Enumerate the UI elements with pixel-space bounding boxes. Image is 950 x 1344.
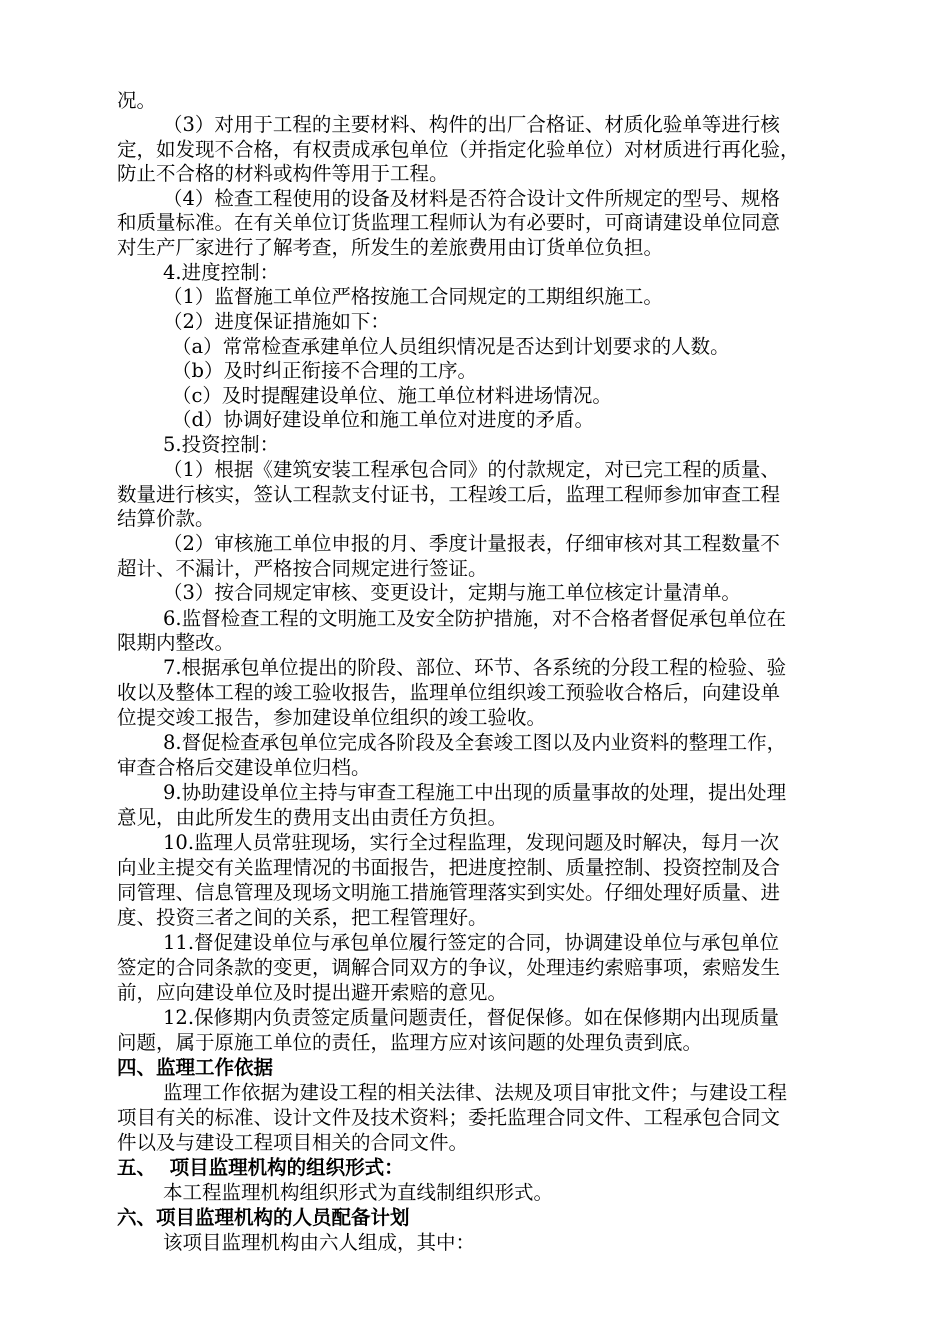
text-line: 防止不合格的材料或构件等用于工程。 <box>117 162 449 185</box>
text-line: 向业主提交有关监理情况的书面报告，把进度控制、质量控制、投资控制及合 <box>117 856 781 879</box>
text-line: 超计、不漏计，严格按合同规定进行签证。 <box>117 557 488 580</box>
text-line: 7.根据承包单位提出的阶段、部位、环节、各系统的分段工程的检验、验 <box>163 656 787 679</box>
text-line: 11.督促建设单位与承包单位履行签定的合同，协调建设单位与承包单位 <box>163 931 780 954</box>
text-line: （a）常常检查承建单位人员组织情况是否达到计划要求的人数。 <box>172 335 730 358</box>
text-line: 定，如发现不合格，有权责成承包单位（并指定化验单位）对材质进行再化验， <box>117 138 800 161</box>
text-line: 5.投资控制： <box>163 433 280 456</box>
text-line: 意见，由此所发生的费用支出由责任方负担。 <box>117 806 508 829</box>
text-line: 收以及整体工程的竣工验收报告，监理单位组织竣工预验收合格后，向建设单 <box>117 681 781 704</box>
text-line: （3）按合同规定审核、变更设计，定期与施工单位核定计量清单。 <box>163 581 741 604</box>
text-line: 6.监督检查工程的文明施工及安全防护措施，对不合格者督促承包单位在 <box>163 607 787 630</box>
text-line: 限期内整改。 <box>117 631 235 654</box>
text-line: （c）及时提醒建设单位、施工单位材料进场情况。 <box>172 384 612 407</box>
text-line: 结算价款。 <box>117 507 215 530</box>
text-line: （b）及时纠正衔接不合理的工序。 <box>172 359 477 382</box>
text-line: 问题，属于原施工单位的责任，监理方应对该问题的处理负责到底。 <box>117 1031 703 1054</box>
text-line: （4）检查工程使用的设备及材料是否符合设计文件所规定的型号、规格 <box>163 187 780 210</box>
text-line: 签定的合同条款的变更，调解合同双方的争议，处理违约索赔事项，索赔发生 <box>117 956 781 979</box>
text-line: 同管理、信息管理及现场文明施工措施管理落实到实处。仔细处理好质量、进 <box>117 881 781 904</box>
text-line: 和质量标准。在有关单位订货监理工程师认为有必要时，可商请建设单位同意 <box>117 211 781 234</box>
text-line: 况。 <box>117 89 157 112</box>
text-line: 审查合格后交建设单位归档。 <box>117 756 371 779</box>
text-line: 前，应向建设单位及时提出避开索赔的意见。 <box>117 981 508 1004</box>
section-heading: 六、项目监理机构的人员配备计划 <box>117 1206 410 1229</box>
text-line: （1）监督施工单位严格按施工合同规定的工期组织施工。 <box>163 285 663 308</box>
text-line: 项目有关的标准、设计文件及技术资料；委托监理合同文件、工程承包合同文 <box>117 1106 781 1129</box>
text-line: 本工程监理机构组织形式为直线制组织形式。 <box>163 1181 554 1204</box>
text-line: 8.督促检查承包单位完成各阶段及全套竣工图以及内业资料的整理工作， <box>163 731 787 754</box>
text-line: （1）根据《建筑安装工程承包合同》的付款规定，对已完工程的质量、 <box>163 458 780 481</box>
text-line: 位提交竣工报告，参加建设单位组织的竣工验收。 <box>117 706 547 729</box>
text-line: 监理工作依据为建设工程的相关法律、法规及项目审批文件；与建设工程 <box>163 1081 788 1104</box>
text-line: 该项目监理机构由六人组成，其中： <box>163 1231 476 1254</box>
text-line: （2）进度保证措施如下： <box>163 310 390 333</box>
section-heading: 五、 项目监理机构的组织形式： <box>117 1156 404 1179</box>
text-line: 数量进行核实，签认工程款支付证书，工程竣工后，监理工程师参加审查工程 <box>117 483 781 506</box>
text-line: （d）协调好建设单位和施工单位对进度的矛盾。 <box>172 408 594 431</box>
text-line: 9.协助建设单位主持与审查工程施工中出现的质量事故的处理，提出处理 <box>163 781 787 804</box>
text-line: 12.保修期内负责签定质量问题责任，督促保修。如在保修期内出现质量 <box>163 1006 780 1029</box>
text-line: （3）对用于工程的主要材料、构件的出厂合格证、材质化验单等进行核 <box>163 113 780 136</box>
text-line: 度、投资三者之间的关系，把工程管理好。 <box>117 906 488 929</box>
text-line: 10.监理人员常驻现场，实行全过程监理，发现问题及时解决，每月一次 <box>163 831 780 854</box>
text-line: 对生产厂家进行了解考查，所发生的差旅费用由订货单位负担。 <box>117 236 664 259</box>
text-line: （2）审核施工单位申报的月、季度计量报表，仔细审核对其工程数量不 <box>163 532 780 555</box>
section-heading: 四、监理工作依据 <box>117 1056 274 1079</box>
text-line: 4.进度控制： <box>163 261 280 284</box>
text-line: 件以及与建设工程项目相关的合同文件。 <box>117 1131 469 1154</box>
